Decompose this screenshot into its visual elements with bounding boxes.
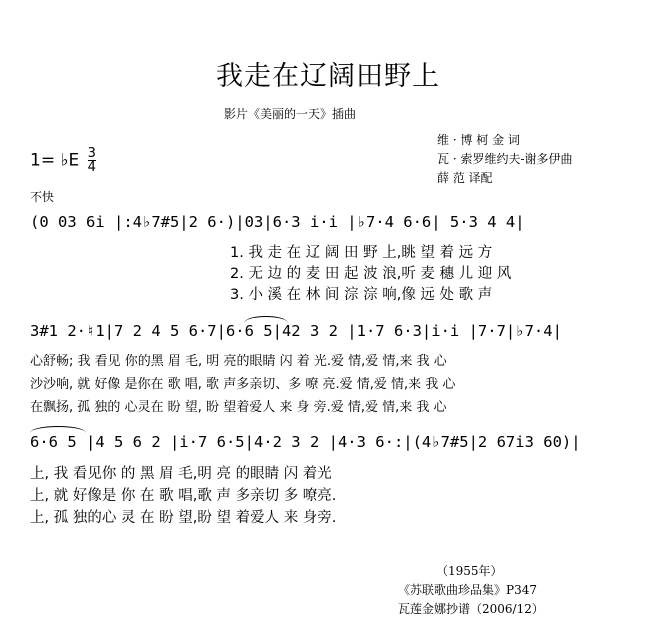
lyric-row-2-verse-2: 沙沙响, 就 好像 是你在 歌 唱, 歌 声多亲切、多 嘹 亮.爱 情,爱 情,来 我 心 (30, 377, 456, 392)
lyric-row-1-verse-3: 3. 小 溪 在 林 间 淙 淙 响,像 远 处 歌 声 (230, 287, 493, 303)
source-note: 《苏联歌曲珍品集》P347 (398, 583, 537, 597)
time-denominator: 4 (87, 160, 96, 175)
year-note: （1955年） (436, 564, 503, 578)
lyric-row-2-verse-1: 心舒畅; 我 看见 你的黑 眉 毛, 明 亮的眼睛 闪 着 光.爱 情,爱 情,来 我 心 (30, 354, 447, 369)
notation-row-2: 3#1 2·♮1|7 2 4 5 6·7|6·6 5|42 3 2 |1·7 6·3|i·i |7·7|♭7·4| (30, 322, 562, 340)
tempo-marking: 不快 (30, 190, 55, 204)
copyist-note: 瓦莲金娜抄谱（2006/12） (398, 602, 544, 616)
arranger-credit: 薛 范 译配 (437, 171, 493, 185)
lyric-row-3-verse-3: 上, 孤 独的心 灵 在 盼 望,盼 望 着爱人 来 身旁. (30, 510, 337, 526)
song-subtitle: 影片《美丽的一天》插曲 (224, 107, 357, 121)
song-title: 我走在辽阔田野上 (216, 61, 440, 92)
time-signature (88, 147, 96, 174)
lyric-row-3-verse-1: 上, 我 看见你 的 黑 眉 毛,明 亮 的眼睛 闪 着光 (30, 466, 332, 482)
key-signature (30, 147, 96, 174)
lyric-row-1-verse-1: 1. 我 走 在 辽 阔 田 野 上,眺 望 着 远 方 (230, 245, 493, 261)
time-numerator: 3 (87, 146, 96, 161)
lyricist-credit: 维 · 博 柯 金 词 (437, 133, 520, 147)
key-label: 1= ♭E (30, 150, 80, 171)
lyric-row-3-verse-2: 上, 就 好像是 你 在 歌 唱,歌 声 多亲切 多 嘹亮. (30, 488, 337, 504)
lyric-row-2-verse-3: 在飘扬, 孤 独的 心灵在 盼 望, 盼 望着爱人 来 身 旁.爱 情,爱 情,来 我 心 (30, 400, 447, 415)
notation-row-3: 6·6 5 |4 5 6 2 |i·7 6·5|4·2 3 2 |4·3 6·:|(4♭7#5|2 67i3 60)| (30, 433, 581, 451)
tie-mark (30, 426, 86, 433)
lyric-row-1-verse-2: 2. 无 边 的 麦 田 起 波 浪,听 麦 穗 儿 迎 风 (230, 266, 512, 282)
composer-credit: 瓦 · 索罗维约夫-谢多伊曲 (437, 152, 573, 166)
notation-row-1: (0 03 6i |:4♭7#5|2 6·)|03|6·3 i·i |♭7·4 6·6| 5·3 4 4| (30, 213, 525, 231)
